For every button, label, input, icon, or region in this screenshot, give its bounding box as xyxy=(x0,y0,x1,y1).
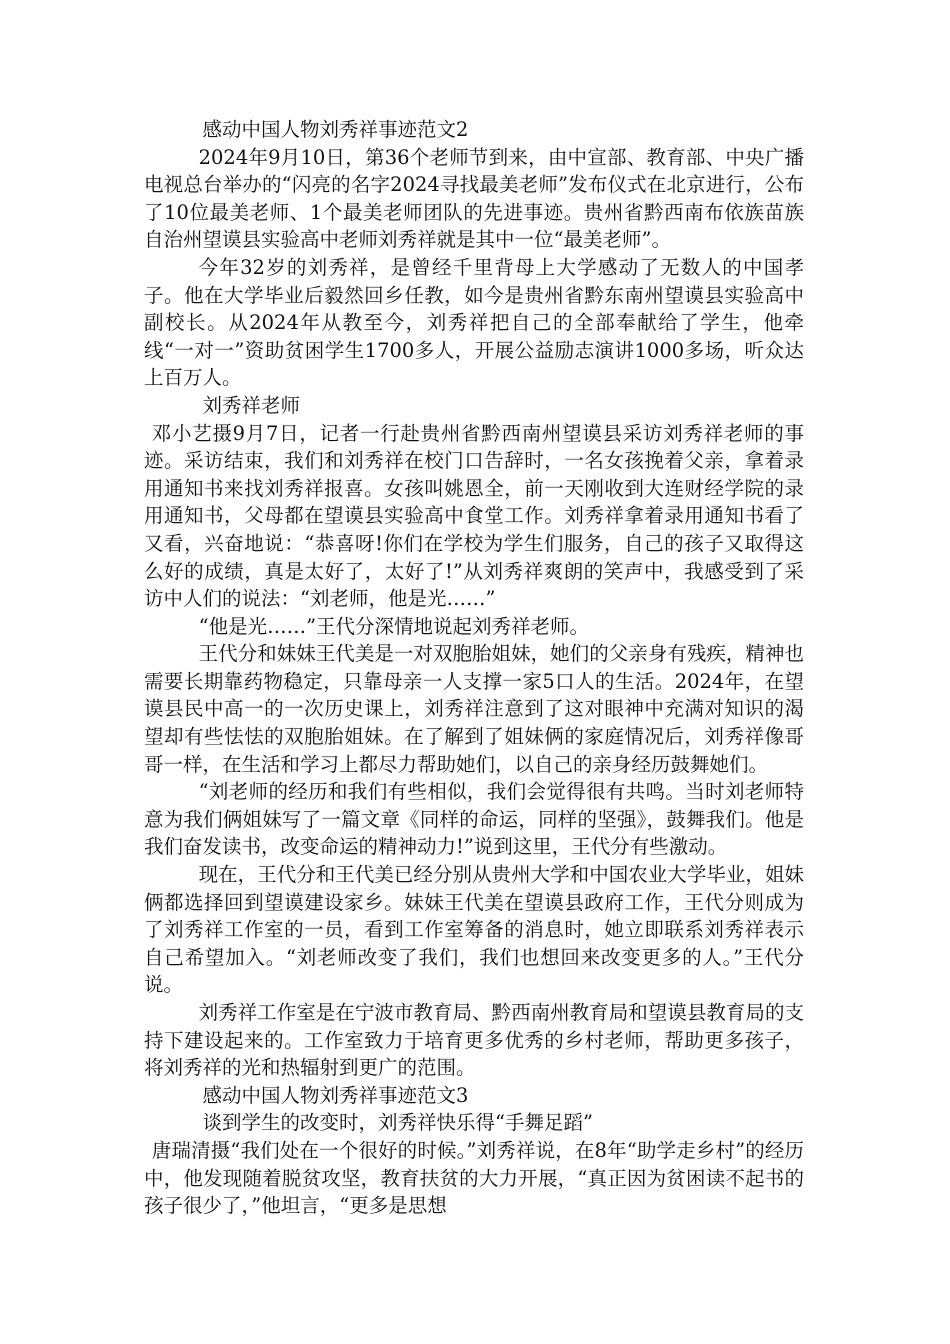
body-paragraph: 现在，王代分和王代美已经分别从贵州大学和中国农业大学毕业，姐妹俩都选择回到望谟建设家乡。妹妹王代美在望谟县政府工作，王代分则成为了刘秀祥工作室的一员，看到工作室筹备的消息时，她立即联系刘秀祥表示自己希望加入。“刘老师改变了我们，我们也想回来改变更多的人。”王代分说。 xyxy=(144,863,804,997)
document-page xyxy=(144,116,804,1220)
subheading: 谈到学生的改变时，刘秀祥快乐得“手舞足蹈” xyxy=(202,1111,593,1135)
body-paragraph: 王代分和妹妹王代美是一对双胞胎姐妹，她们的父亲身有残疾，精神也需要长期靠药物稳定，只靠母亲一人支撑一家5口人的生活。2024年，在望谟县民中高一的一次历史课上，刘秀祥注意到了这对眼神中充满对知识的渴望却有些怯怯的双胞胎姐妹。在了解到了姐妹俩的家庭情况后，刘秀祥像哥哥一样，在生活和学习上都尽力帮助她们，以自己的亲身经历鼓舞她们。 xyxy=(144,642,804,776)
body-paragraph: “他是光……”王代分深情地说起刘秀祥老师。 xyxy=(198,614,590,638)
section-heading: 感动中国人物刘秀祥事迹范文2 xyxy=(202,118,469,141)
body-paragraph: 2024年9月10日，第36个老师节到来，由中宣部、教育部、中央广播电视总台举办的“闪亮的名字2024寻找最美老师”发布仪式在北京进行，公布了10位最美老师、1个最美老师团队的先进事迹。贵州省黔西南布依族苗族自治州望谟县实验高中老师刘秀祥就是其中一位“最美老师”。 xyxy=(144,145,804,252)
section-heading: 感动中国人物刘秀祥事迹范文3 xyxy=(202,1083,469,1107)
photo-caption: 刘秀祥老师 xyxy=(202,393,301,417)
body-paragraph: 邓小艺摄9月7日，记者一行赴贵州省黔西南州望谟县采访刘秀祥老师的事迹。采访结束，我们和刘秀祥在校门口告辞时，一名女孩挽着父亲，拿着录用通知书来找刘秀祥报喜。女孩叫姚恩全，前一天刚收到大连财经学院的录用通知书，父母都在望谟县实验高中食堂工作。刘秀祥拿着录用通知书看了又看，兴奋地说：“恭喜呀!你们在学校为学生们服务，自己的孩子又取得这么好的成绩，真是太好了，太好了!”从刘秀祥爽朗的笑声中，我感受到了采访中人们的说法：“刘老师，他是光……” xyxy=(144,421,804,611)
body-paragraph: “刘老师的经历和我们有些相似，我们会觉得很有共鸣。当时刘老师特意为我们俩姐妹写了一篇文章《同样的命运，同样的坚强》，鼓舞我们。他是我们奋发读书，改变命运的精神动力!”说到这里，王代分有些激动。 xyxy=(144,780,804,859)
body-paragraph: 刘秀祥工作室是在宁波市教育局、黔西南州教育局和望谟县教育局的支持下建设起来的。工作室致力于培育更多优秀的乡村老师，帮助更多孩子，将刘秀祥的光和热辐射到更广的范围。 xyxy=(144,1001,804,1080)
body-paragraph: 唐瑞清摄“我们处在一个很好的时候。”刘秀祥说，在8年“助学走乡村”的经历中，他发现随着脱贫攻坚，教育扶贫的大力开展，“真正因为贫困读不起书的孩子很少了，”他坦言，“更多是思想 xyxy=(144,1138,804,1218)
body-paragraph: 今年32岁的刘秀祥，是曾经千里背母上大学感动了无数人的中国孝子。他在大学毕业后毅然回乡任教，如今是贵州省黔东南州望谟县实验高中副校长。从2024年从教至今，刘秀祥把自己的全部奉献给了学生，他牵线“一对一”资助贫困学生1700多人，开展公益励志演讲1000多场，听众达上百万人。 xyxy=(144,255,804,390)
